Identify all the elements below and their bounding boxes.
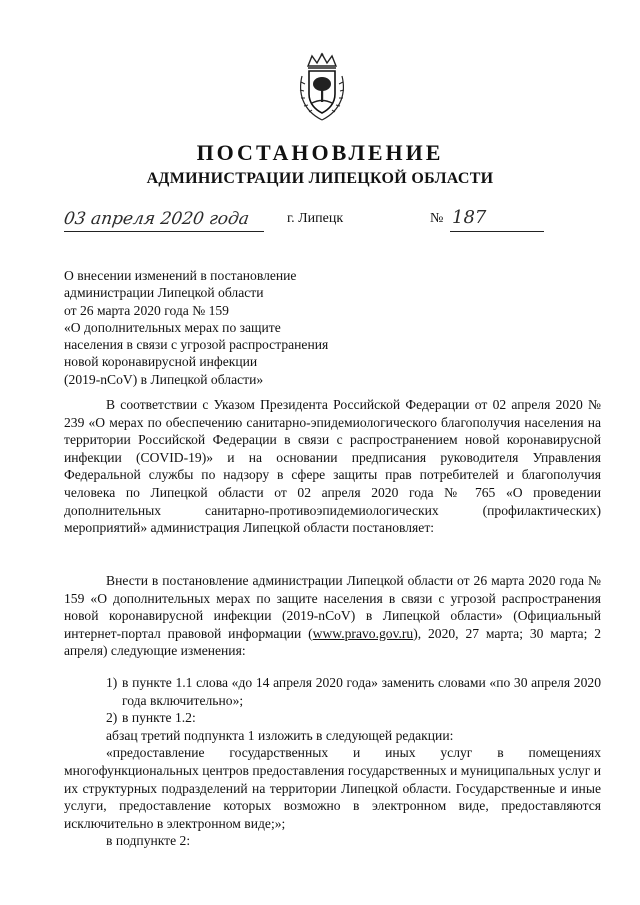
document-subtitle: АДМИНИСТРАЦИИ ЛИПЕЦКОЙ ОБЛАСТИ: [146, 170, 494, 187]
subject-line: от 26 марта 2020 года № 159: [64, 302, 229, 318]
document-meta-line: [0, 207, 640, 235]
number-underline: [450, 231, 544, 232]
subject-line: новой коронавирусной инфекции: [64, 354, 258, 370]
subject-line: (2019-nCoV) в Липецкой области»: [64, 371, 264, 387]
resolution-text-start: Внести в постановление администрации Липецкой области от 26 марта 2020 года № 159 «О дополнительных мерах по защите населения в связи с угрозой распространения новой коронавирусной инфекции (2019-nCoV) в Липецкой области» (Официальный интернет-портал правовой информации (: [64, 573, 601, 641]
list-item-number: 2): [106, 710, 118, 726]
coat-of-arms-icon: [296, 52, 348, 122]
pravo-gov-link[interactable]: www.pravo.gov.ru: [312, 625, 414, 641]
handwritten-date: 03 апреля 2020 года: [62, 209, 251, 229]
last-line: в подпункте 2:: [106, 833, 191, 849]
changes-list: [64, 674, 601, 850]
handwritten-number: 187: [452, 207, 487, 228]
subject-line: «О дополнительных мерах по защите: [64, 319, 281, 335]
document-title: ПОСТАНОВЛЕНИЕ: [196, 140, 444, 165]
subject-line: населения в связи с угрозой распространения: [64, 337, 329, 353]
resolution-text-end: ), 2020, 27 марта; 30 марта; 2 апреля) следующие изменения:: [64, 625, 601, 659]
preamble-paragraph: В соответствии с Указом Президента Российской Федерации от 02 апреля 2020 № 239 «О мерах по обеспечению санитарно-эпидемиологического благополучия населения на территории Российской Федерации в связи с распространением новой коронавирусной инфекции (COVID-19)» и на основании предписания руководителя Управления Федеральной службы по надзору в сфере защиты прав потребителей и благополучия человека по Липецкой области от 02 апреля 2020 года № 765 «О проведении дополнительных санитарно-противоэпидемиологических (профилактических) мероприятий» администрация Липецкой области постановляет:: [64, 397, 601, 536]
quoted-text: «предоставление государственных и иных услуг в помещениях многофункциональных центров предоставления государственных и муниципальных услуг и их структурных подразделений на территории Липецкой области. Государственные и иные услуги, предоставление которых возможно в электронном виде, предоставляются исключительно в электронном виде;»;: [64, 745, 601, 831]
date-underline: [64, 231, 264, 232]
subject-line: О внесении изменений в постановление: [64, 268, 297, 283]
list-item-number: 1): [106, 675, 118, 690]
resolution-paragraph: [64, 572, 601, 660]
list-item: [64, 674, 601, 709]
list-item-text: в пункте 1.1 слова «до 14 апреля 2020 года» заменить словами «по 30 апреля 2020 года включительно»;: [122, 675, 601, 708]
list-item-text: в пункте 1.2:: [122, 710, 196, 726]
number-sign: №: [430, 211, 444, 226]
subject-line: администрации Липецкой области: [64, 285, 264, 301]
document-subject: [64, 267, 364, 388]
abzac-line: абзац третий подпункта 1 изложить в следующей редакции:: [106, 727, 454, 743]
list-item: [64, 709, 601, 727]
city-label: г. Липецк: [287, 211, 344, 226]
